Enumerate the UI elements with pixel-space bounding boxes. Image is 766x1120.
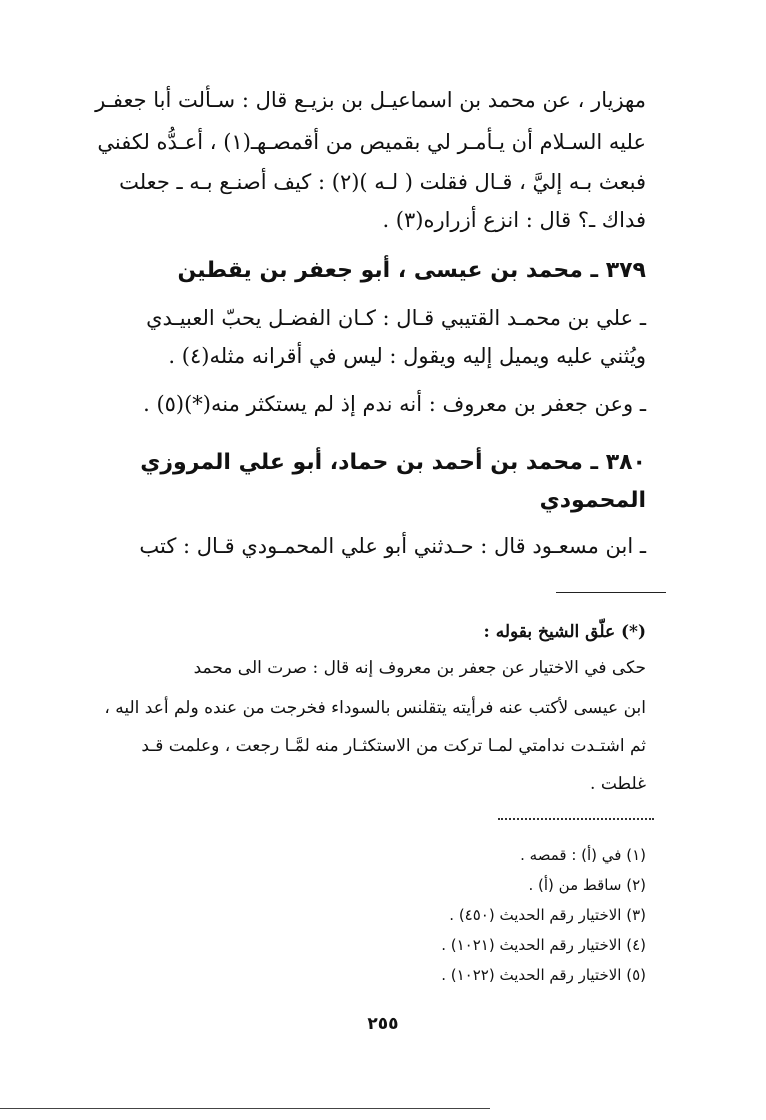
commentary-line: حكى في الاختيار عن جعفر بن معروف إنه قال : صرت الى محمد xyxy=(193,658,646,678)
paragraph-line: عليه السـلام أن يـأمـر لي بقميص من أقمصـهـ(١) ، أعـدُّه لكفني xyxy=(97,130,646,154)
commentary-line: غلطت . xyxy=(590,774,646,794)
commentary-line: ابن عيسى لأكتب عنه فرأيته يتقلنس بالسوداء فخرجت من عنده ولم أعد اليه ، xyxy=(104,698,646,718)
page-number: ٢٥٥ xyxy=(367,1014,399,1034)
commentary-title: (*) علّق الشيخ بقوله : xyxy=(483,622,646,642)
entry-line: ـ علي بن محمـد القتيبي قـال : كـان الفضـل يحبّ العبيـدي xyxy=(146,306,646,330)
footnote-separator xyxy=(498,818,654,820)
paragraph-line: فداك ـ؟ قال : انزع أزراره(٣) . xyxy=(382,208,646,232)
entry-heading-380: ٣٨٠ ـ محمد بن أحمد بن حماد، أبو علي المروزي xyxy=(140,450,646,475)
entry-line: ـ وعن جعفر بن معروف : أنه ندم إذ لم يستكثر منه(*)(٥) . xyxy=(143,392,646,416)
paragraph-line: فبعث بـه إليَّ ، قـال فقلت ( لـه )(٢) : كيف أصنـع بـه ـ جعلت xyxy=(119,170,646,194)
entry-line: ويُثني عليه ويميل إليه ويقول : ليس في أقرانه مثله(٤) . xyxy=(168,344,646,368)
footnote: (٢) ساقط من (أ) . xyxy=(528,876,646,894)
footnote: (١) في (أ) : قمصه . xyxy=(520,846,646,864)
footnote: (٥) الاختيار رقم الحديث (١٠٢٢) . xyxy=(441,966,646,984)
scan-edge-line xyxy=(0,1108,490,1109)
paragraph-line: مهزيار ، عن محمد بن اسماعيـل بن بزيـع قال : سـألت أبا جعفـر xyxy=(95,88,646,112)
footnote: (٤) الاختيار رقم الحديث (١٠٢١) . xyxy=(441,936,646,954)
section-divider xyxy=(556,592,666,593)
entry-heading-380-continued: المحمودي xyxy=(539,488,646,513)
entry-heading-379: ٣٧٩ ـ محمد بن عيسى ، أبو جعفر بن يقطين xyxy=(177,258,646,283)
entry-line: ـ ابن مسعـود قال : حـدثني أبو علي المحمـودي قـال : كتب xyxy=(139,534,646,558)
footnote: (٣) الاختيار رقم الحديث (٤٥٠) . xyxy=(449,906,646,924)
commentary-line: ثم اشتـدت ندامتي لمـا تركت من الاستكثـار منه لمَّـا رجعت ، وعلمت قـد xyxy=(141,736,646,756)
